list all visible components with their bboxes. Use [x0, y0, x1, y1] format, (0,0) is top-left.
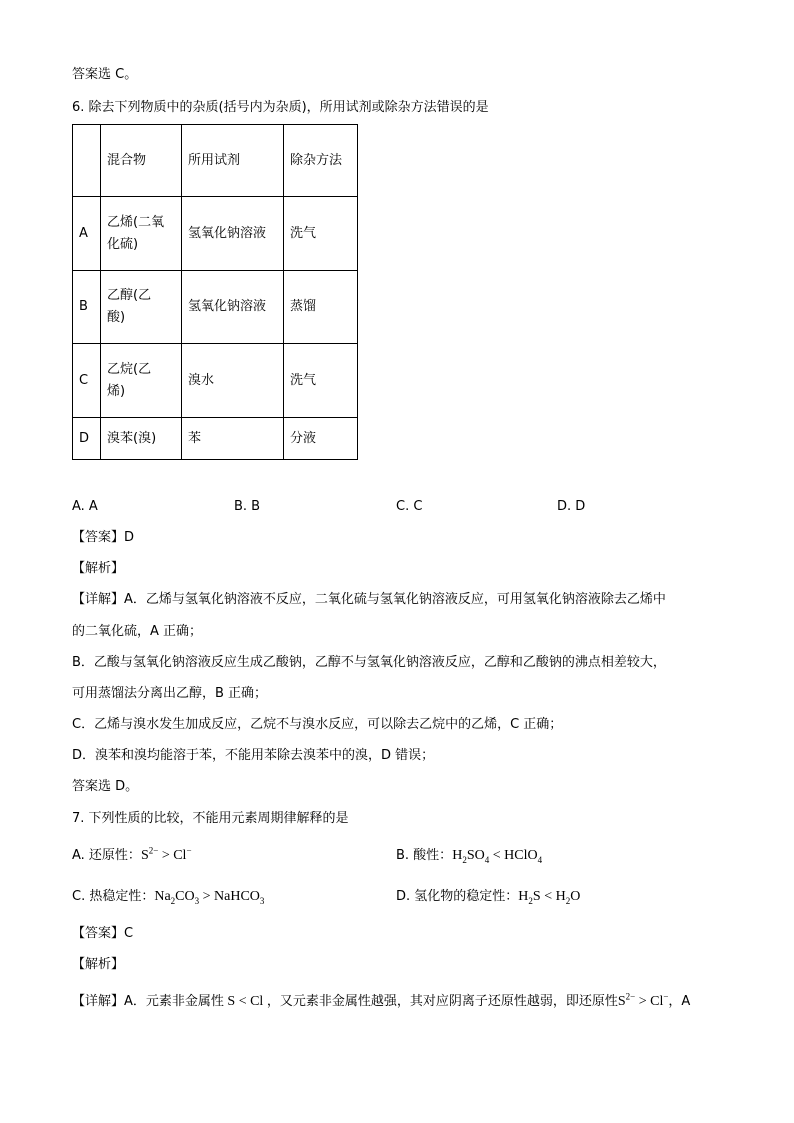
- mixture-cell: [101, 271, 182, 344]
- detail-text: ，A: [668, 994, 691, 1009]
- table-header-cell: [73, 125, 101, 197]
- q6-answer: 【答案】D: [72, 530, 135, 545]
- formula: $H_2SO_4$ < HClO$_4$: [452, 848, 543, 865]
- method-cell: 洗气: [284, 197, 358, 271]
- reagent-cell: 氢氧化钠溶液: [182, 271, 284, 344]
- table-header-cell: 所用试剂: [182, 125, 284, 197]
- q6-detail-line: 的二氧化硫，A 正确；: [72, 624, 203, 639]
- method-cell: 洗气: [284, 344, 358, 418]
- q6-detail-line: B．乙酸与氢氧化钠溶液反应生成乙酸钠，乙醇不与氢氧化钠溶液反应，乙醇和乙酸钠的沸点相差较大，: [72, 655, 666, 670]
- table-row: [73, 344, 358, 418]
- detail-text: 【详解】A．元素非金属性: [72, 994, 224, 1009]
- table-header-row: [73, 125, 358, 197]
- option-prefix: A. 还原性：: [72, 848, 141, 863]
- q7-answer: 【答案】C: [72, 926, 134, 941]
- q6-detail-line: C．乙烯与溴水发生加成反应，乙烷不与溴水反应，可以除去乙烷中的乙烯，C 正确；: [72, 717, 563, 732]
- q7-option-b: [396, 848, 542, 864]
- table-row: [73, 271, 358, 344]
- formula: $S^{2-} > Cl^-$: [140, 845, 192, 863]
- q6-table: [72, 124, 358, 460]
- q7-detail-line: [72, 991, 691, 1010]
- q6-option-c: C. C: [396, 499, 423, 514]
- formula: $H_2S < H_2O$: [518, 889, 581, 906]
- reagent-cell: 溴水: [182, 344, 284, 418]
- q6-stem: 6. 除去下列物质中的杂质(括号内为杂质)，所用试剂或除杂方法错误的是: [72, 100, 489, 115]
- q6-detail-line: D．溴苯和溴均能溶于苯，不能用苯除去溴苯中的溴，D 错误；: [72, 748, 435, 763]
- q7-stem: 7. 下列性质的比较，不能用元素周期律解释的是: [72, 811, 349, 826]
- row-label: B: [73, 271, 101, 344]
- table-row: [73, 197, 358, 271]
- mixture-line: 化硫): [107, 236, 139, 252]
- mixture-line: 乙醇(乙: [107, 288, 152, 303]
- formula: $Na_2CO_3$ > NaHCO$_3$: [154, 889, 265, 906]
- mixture-cell: 溴苯(溴): [101, 418, 182, 460]
- table-header-cell: 除杂方法: [284, 125, 358, 197]
- option-prefix: B. 酸性：: [396, 848, 453, 863]
- formula: S < Cl: [223, 994, 267, 1009]
- q6-conclusion: 答案选 D。: [72, 779, 139, 794]
- q7-option-a: [72, 845, 192, 864]
- prev-answer-conclusion: 答案选 C。: [72, 67, 138, 82]
- mixture-cell: [101, 344, 182, 418]
- mixture-line: 烯): [107, 383, 126, 399]
- q7-option-c: [72, 889, 264, 905]
- method-cell: 蒸馏: [284, 271, 358, 344]
- q6-detail-line: 【详解】A．乙烯与氢氧化钠溶液不反应，二氧化硫与氢氧化钠溶液反应，可用氢氧化钠溶液除去乙烯中: [72, 592, 666, 607]
- q7-analysis-label: 【解析】: [72, 957, 125, 972]
- table-header-cell: 混合物: [101, 125, 182, 197]
- q6-option-d: D. D: [557, 499, 586, 514]
- mixture-line: 乙烯(二氧: [107, 214, 165, 230]
- q6-analysis-label: 【解析】: [72, 561, 125, 576]
- option-prefix: C. 热稳定性：: [72, 889, 155, 904]
- option-prefix: D. 氢化物的稳定性：: [396, 889, 519, 904]
- mixture-line: 酸): [107, 310, 126, 325]
- formula: $S^{2-} > Cl^-$: [617, 991, 669, 1009]
- q7-option-d: [396, 889, 580, 905]
- table-row: [73, 418, 358, 460]
- row-label: D: [73, 418, 101, 460]
- row-label: A: [73, 197, 101, 271]
- mixture-line: 乙烷(乙: [107, 361, 152, 377]
- mixture-cell: [101, 197, 182, 271]
- reagent-cell: 苯: [182, 418, 284, 460]
- reagent-cell: 氢氧化钠溶液: [182, 197, 284, 271]
- row-label: C: [73, 344, 101, 418]
- q6-option-a: A. A: [72, 499, 98, 514]
- q6-detail-line: 可用蒸馏法分离出乙醇，B 正确；: [72, 686, 268, 701]
- q6-option-b: B. B: [234, 499, 261, 514]
- detail-text: ，又元素非金属性越强，其对应阴离子还原性越弱，即还原性: [266, 994, 618, 1009]
- method-cell: 分液: [284, 418, 358, 460]
